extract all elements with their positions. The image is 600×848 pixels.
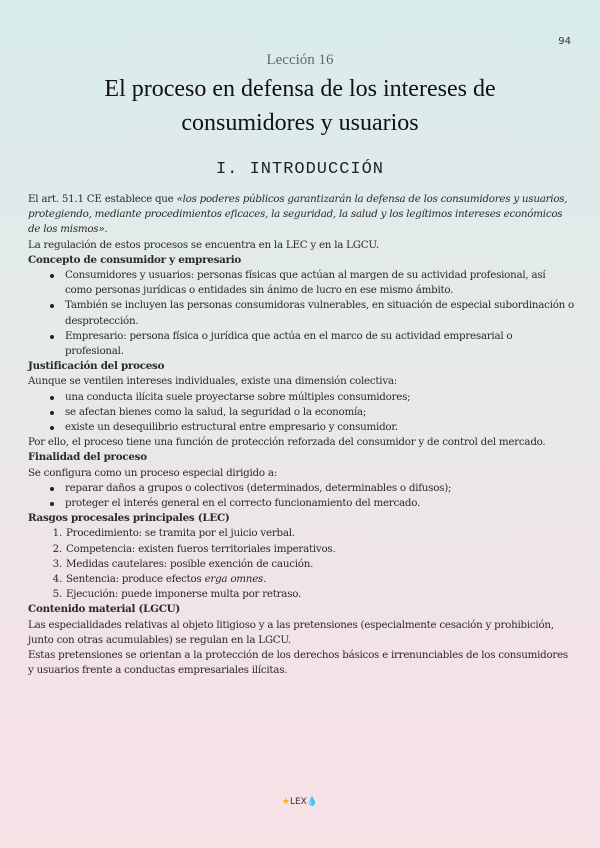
page-number: 94 xyxy=(558,36,571,47)
intro-quote: «los poderes públicos garantizarán la defensa de los consumidores y usuarios, protegiendo, mediante procedimientos eficaces, la seguridad, la salud y los legítimos intereses económicos de los mismos» xyxy=(28,193,568,236)
justificacion-conclusion: Por ello, el proceso tiene una función de protección reforzada del consumidor y de control del mercado. xyxy=(28,436,546,449)
intro-paragraph xyxy=(28,192,574,238)
contenido-heading: Contenido material (LGCU) xyxy=(28,603,180,616)
list-item: se afectan bienes como la salud, la seguridad o la economía; xyxy=(65,405,574,420)
document-body xyxy=(28,192,574,679)
footer-brand: LEX xyxy=(289,797,307,807)
justificacion-heading: Justificación del proceso xyxy=(28,360,165,373)
justificacion-lead: Aunque se ventilen intereses individuales, existe una dimensión colectiva: xyxy=(28,375,398,388)
finalidad-heading: Finalidad del proceso xyxy=(28,451,147,464)
finalidad-lead: Se configura como un proceso especial dirigido a: xyxy=(28,466,277,479)
contenido-paragraph-1: Las especialidades relativas al objeto litigioso y a las pretensiones (especialmente cesación y prohibición, junto con otras acumulables) se regulan en la LGCU. xyxy=(28,618,554,646)
star-icon: ★ xyxy=(281,797,290,807)
page-title: El proceso en defensa de los intereses de consumidores y usuarios xyxy=(104,76,496,136)
list-item: 3. Medidas cautelares: posible exención de caución. xyxy=(65,557,574,572)
list-item: existe un desequilibrio estructural entre empresario y consumidor. xyxy=(65,420,574,435)
list-item: proteger el interés general en el correcto funcionamiento del mercado. xyxy=(65,496,574,511)
list-item: 5. Ejecución: puede imponerse multa por retraso. xyxy=(65,587,574,602)
sentencia-em: erga omnes xyxy=(204,573,264,586)
regulation-paragraph: La regulación de estos procesos se encuentra en la LEC y en la LGCU. xyxy=(28,238,379,251)
intro-lead: El art. 51.1 CE establece que xyxy=(28,193,177,205)
intro-tail: . xyxy=(104,223,108,236)
rasgos-heading: Rasgos procesales principales (LEC) xyxy=(28,512,230,525)
list-item: 2. Competencia: existen fueros territoriales imperativos. xyxy=(65,542,574,557)
list-item: una conducta ilícita suele proyectarse sobre múltiples consumidores; xyxy=(65,390,574,405)
list-item-sentencia xyxy=(65,572,574,587)
section-heading: I. INTRODUCCIÓN xyxy=(215,160,385,179)
sentencia-lead: Sentencia: produce efectos xyxy=(66,573,205,586)
contenido-paragraph-2: Estas pretensiones se orientan a la protección de los derechos básicos e irrenunciables de los consumidores y usuarios frente a conductas empresariales ilícitas. xyxy=(28,649,568,677)
list-item: 1. Procedimiento: se tramita por el juicio verbal. xyxy=(65,526,574,541)
lesson-label: Lección 16 xyxy=(266,52,334,68)
footer-logo xyxy=(0,797,600,807)
list-item: reparar daños a grupos o colectivos (determinados, determinables o difusos); xyxy=(65,481,574,496)
list-item: Empresario: persona física o jurídica que actúa en el marco de su actividad empresarial o profesional. xyxy=(65,329,574,359)
justificacion-list xyxy=(28,390,574,436)
concepto-heading: Concepto de consumidor y empresario xyxy=(28,253,242,266)
list-item: Consumidores y usuarios: personas físicas que actúan al margen de su actividad profesional, así como personas jurídicas o entidades sin ánimo de lucro en ese mismo ámbito. xyxy=(65,268,574,298)
finalidad-list xyxy=(28,481,574,511)
rasgos-list xyxy=(28,526,574,602)
drop-icon: 💧 xyxy=(306,797,319,807)
concepto-list xyxy=(28,268,574,359)
list-item: También se incluyen las personas consumidoras vulnerables, en situación de especial subordinación o desprotección. xyxy=(65,298,574,328)
sentencia-tail: . xyxy=(263,573,267,586)
